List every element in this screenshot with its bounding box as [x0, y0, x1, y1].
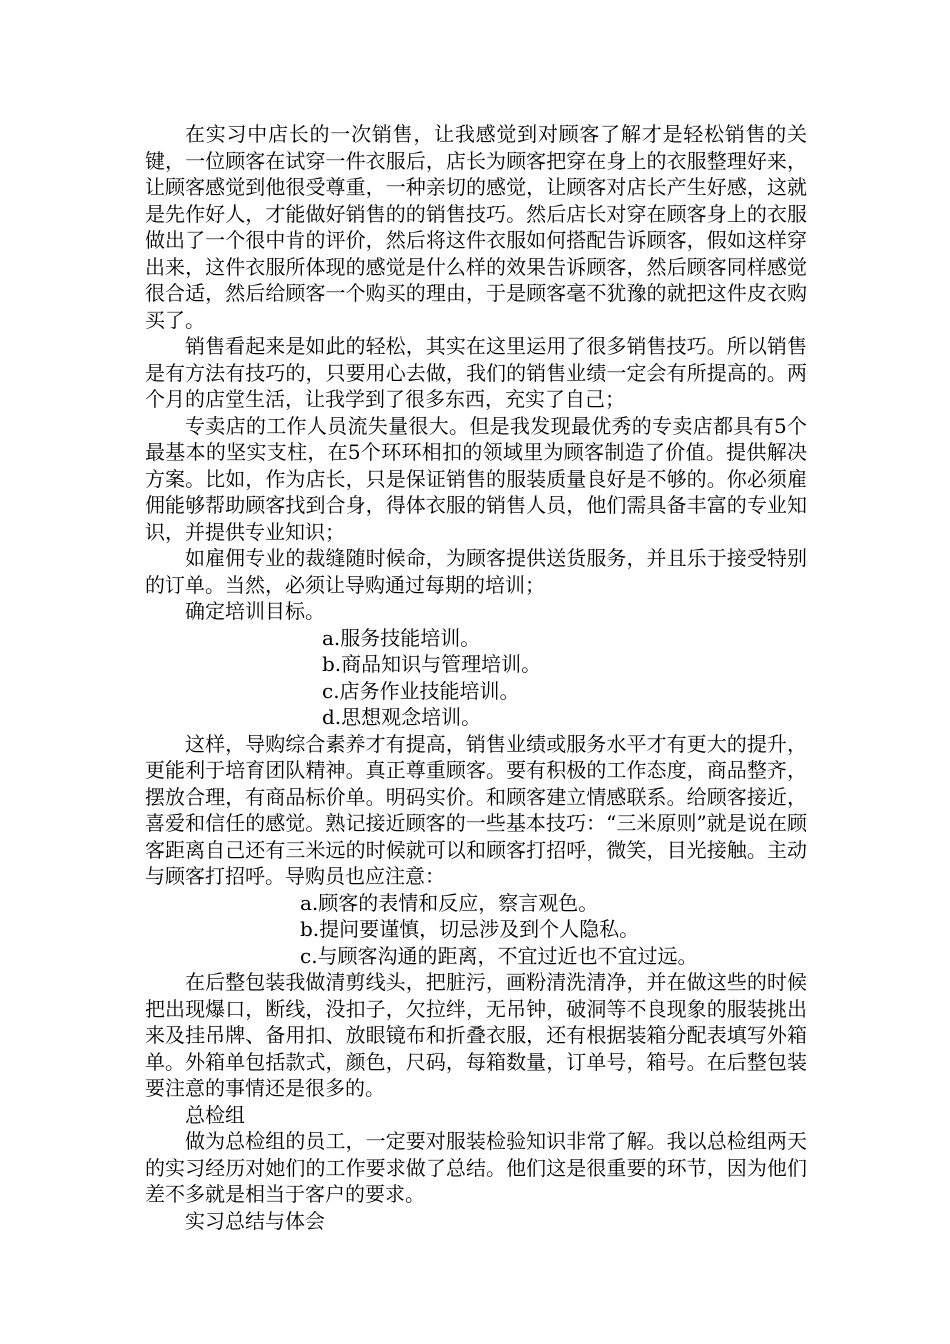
training-goals-list: [145, 625, 807, 731]
heading-internship-summary: 实习总结与体会: [185, 1208, 325, 1233]
paragraph-store-manager-sale: 在实习中店长的一次销售，让我感觉到对顾客了解才是轻松销售的关键，一位顾客在试穿一件衣服后，店长为顾客把穿在身上的衣服整理好来，让顾客感觉到他很受尊重，一种亲切的感觉，让顾客对店长产生好感，这就是先作好人，才能做好销售的的销售技巧。然后店长对穿在顾客身上的衣服做出了一个很中肯的评价，然后将这件衣服如何搭配告诉顾客，假如这样穿出来，这件衣服所体现的感觉是什么样的效果告诉顾客，然后顾客同样感觉很合适，然后给顾客一个购买的理由，于是顾客毫不犹豫的就把这件皮衣购买了。: [145, 122, 807, 332]
list-item: b.提问要谨慎，切忌涉及到个人隐私。: [300, 917, 640, 941]
list-item: a.服务技能培训。: [322, 625, 481, 650]
paragraph-inspection-team: 做为总检组的员工，一定要对服装检验知识非常了解。我以总检组两天的实习经历对她们的工作要求做了总结。他们这是很重要的环节，因为他们差不多就是相当于客户的要求。: [145, 1129, 807, 1206]
list-item: c.与顾客沟通的距离，不宜过近也不宜过远。: [300, 943, 698, 968]
heading-final-inspection: 总检组: [185, 1102, 245, 1127]
list-item: d.思想观念培训。: [322, 705, 482, 729]
paragraph-post-finishing: 在后整包装我做清剪线头，把脏污，画粉清洗清净，并在做这些的时候把出现爆口，断线，没扣子，欠拉绊，无吊钟，破洞等不良现象的服装挑出来及挂吊牌、备用扣、放眼镜布和折叠衣服，还有根据装箱分配表填写外箱单。外箱单包括款式，颜色，尺码，每箱数量，订单号，箱号。在后整包装要注意的事情还是很多的。: [145, 970, 807, 1100]
list-item: c.店务作业技能培训。: [322, 678, 520, 703]
heading-training-goals: 确定培训目标。: [185, 599, 325, 623]
list-item: b.商品知识与管理培训。: [322, 652, 542, 676]
paragraph-respect-customers: 这样，导购综合素养才有提高，销售业绩或服务水平才有更大的提升，更能利于培育团队精神。真正尊重顾客。要有积极的工作态度，商品整齐，摆放合理，有商品标价单。明码实价。和顾客建立情感联系。给顾客接近，喜爱和信任的感觉。熟记接近顾客的一些基本技巧：“三米原则”就是说在顾客距离自己还有三米远的时候就可以和顾客打招呼，微笑，目光接触。主动与顾客打招呼。导购员也应注意：: [145, 731, 807, 888]
paragraph-sales-skills: 销售看起来是如此的轻松，其实在这里运用了很多销售技巧。所以销售是有方法有技巧的，只要用心去做，我们的销售业绩一定会有所提高的。两个月的店堂生活，让我学到了很多东西，充实了自己；: [145, 334, 807, 411]
attention-list: [145, 890, 807, 970]
list-item: a.顾客的表情和反应，察言观色。: [300, 890, 599, 915]
document-body: [145, 121, 807, 1234]
paragraph-tailor-service: 如雇佣专业的裁缝随时候命，为顾客提供送货服务，并且乐于接受特别的订单。当然，必须让导购通过每期的培训；: [145, 546, 807, 597]
paragraph-store-staff: 专卖店的工作人员流失量很大。但是我发现最优秀的专卖店都具有5个最基本的坚实支柱，在5个环环相扣的领域里为顾客制造了价值。提供解决方案。比如，作为店长，只是保证销售的服装质量良好是不够的。你必须雇佣能够帮助顾客找到合身，得体衣服的销售人员，他们需具备丰富的专业知识，并提供专业知识；: [145, 413, 807, 544]
